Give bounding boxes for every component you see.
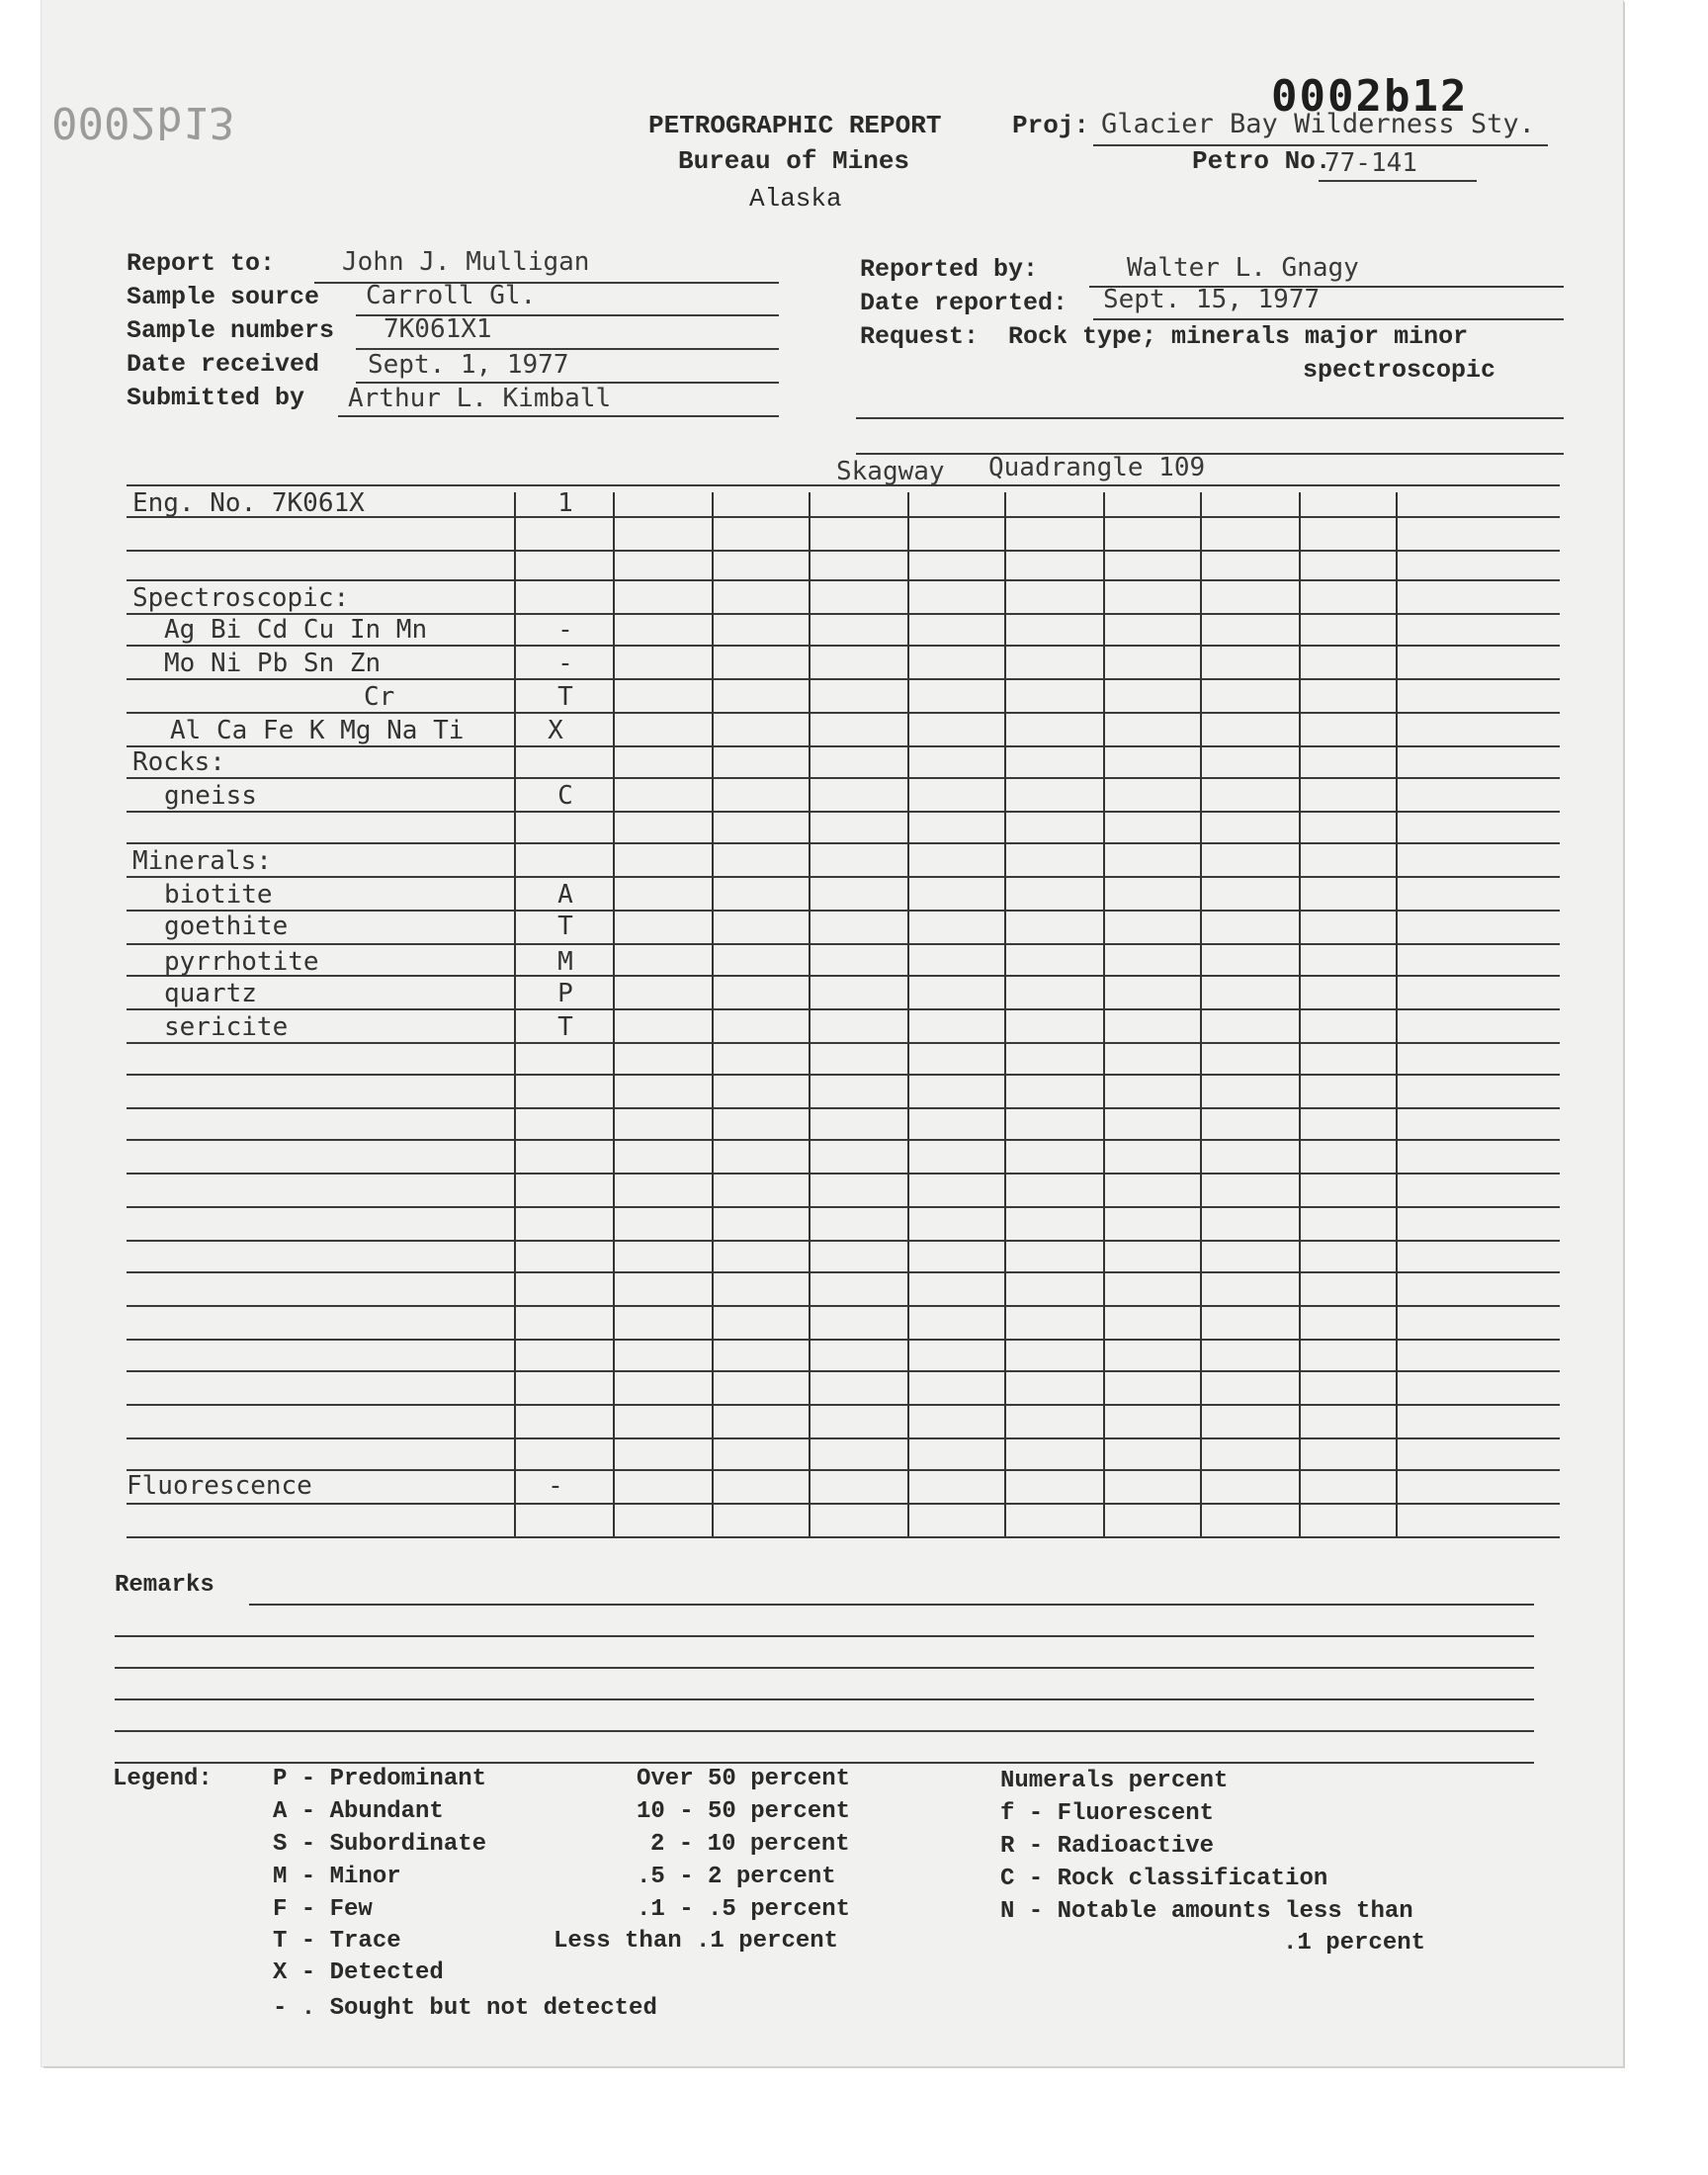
- row-value-quartz: P: [557, 979, 573, 1008]
- legend-range: .5 - 2 percent: [637, 1864, 836, 1890]
- legend-range: 10 - 50 percent: [637, 1798, 851, 1825]
- row-label-spectroscopic: Spectroscopic:: [132, 583, 350, 613]
- report-title: PETROGRAPHIC REPORT: [648, 111, 942, 140]
- legend-code: F - Few: [273, 1896, 373, 1923]
- report-to-value: John J. Mulligan: [342, 247, 590, 277]
- date-received-label: Date received: [127, 350, 320, 379]
- proj-label: Proj:: [1012, 111, 1090, 140]
- date-received-value: Sept. 1, 1977: [368, 350, 569, 380]
- row-value-spectro-group-2: -: [557, 649, 573, 678]
- legend-code: S - Subordinate: [273, 1831, 487, 1858]
- row-label-quartz: quartz: [164, 979, 257, 1008]
- date-reported-label: Date reported:: [860, 289, 1068, 317]
- eng-number-label: Eng. No. 7K061X: [132, 488, 365, 518]
- report-to-label: Report to:: [127, 249, 276, 278]
- legend-note: N - Notable amounts less than: [1000, 1898, 1413, 1925]
- row-value-pyrrhotite: M: [557, 947, 573, 977]
- legend-code: X - Detected: [273, 1959, 444, 1986]
- legend-note: .1 percent: [1283, 1930, 1426, 1957]
- document-number-stamp: 0002b12: [1271, 71, 1469, 122]
- sample-numbers-value: 7K061X1: [384, 314, 492, 344]
- date-reported-value: Sept. 15, 1977: [1103, 285, 1321, 314]
- date-reported-underline: [1093, 318, 1564, 320]
- agency-name: Bureau of Mines: [678, 146, 910, 176]
- eng-number-value: 1: [557, 488, 573, 518]
- row-value-fluorescence: -: [548, 1471, 563, 1501]
- request-underline-1: [856, 417, 1564, 419]
- row-value-spectro-group-3: X: [548, 716, 563, 745]
- petro-underline: [1319, 180, 1477, 182]
- submitted-by-value: Arthur L. Kimball: [348, 384, 612, 413]
- legend-range: 2 - 10 percent: [650, 1831, 850, 1858]
- row-label-fluorescence: Fluorescence: [127, 1471, 312, 1501]
- row-label-pyrrhotite: pyrrhotite: [164, 947, 319, 977]
- reported-by-label: Reported by:: [860, 255, 1039, 284]
- petro-label: Petro No.: [1192, 146, 1331, 176]
- row-value-gneiss: C: [557, 781, 573, 811]
- sample-source-label: Sample source: [127, 283, 320, 311]
- proj-value: Glacier Bay Wilderness Sty.: [1101, 109, 1535, 139]
- submitted-by-label: Submitted by: [127, 384, 305, 412]
- region-name: Alaska: [749, 184, 842, 214]
- row-label-sericite: sericite: [164, 1012, 289, 1042]
- sample-source-value: Carroll Gl.: [366, 281, 537, 310]
- document-number-ghost-stamp: 0002b13: [51, 97, 235, 147]
- row-label-spectro-group-3: Al Ca Fe K Mg Na Ti: [170, 716, 465, 745]
- row-value-biotite: A: [557, 880, 573, 910]
- petro-value: 77-141: [1324, 148, 1417, 178]
- legend-title: Legend:: [113, 1766, 213, 1792]
- report-page: [42, 0, 1623, 2066]
- row-label-spectro-group-2: Mo Ni Pb Sn Zn: [164, 649, 382, 678]
- row-label-rocks: Rocks:: [132, 747, 225, 777]
- row-label-cr: Cr: [364, 682, 395, 712]
- row-label-gneiss: gneiss: [164, 781, 257, 811]
- row-value-goethite: T: [557, 912, 573, 941]
- row-label-goethite: goethite: [164, 912, 289, 941]
- request-value-line1: Rock type; minerals major minor: [1008, 322, 1469, 351]
- row-value-sericite: T: [557, 1012, 573, 1042]
- row-label-spectro-group-1: Ag Bi Cd Cu In Mn: [164, 615, 428, 645]
- legend-code: T - Trace: [273, 1928, 401, 1955]
- sample-numbers-label: Sample numbers: [127, 316, 335, 345]
- legend-range: Less than .1 percent: [554, 1928, 839, 1955]
- legend-note: f - Fluorescent: [1000, 1800, 1215, 1827]
- row-label-minerals: Minerals:: [132, 846, 272, 876]
- legend-code: A - Abundant: [273, 1798, 444, 1825]
- legend-note: Numerals percent: [1000, 1768, 1229, 1794]
- legend-code: - . Sought but not detected: [273, 1995, 657, 2022]
- request-label: Request:: [860, 322, 980, 351]
- reported-by-value: Walter L. Gnagy: [1127, 253, 1359, 283]
- remarks-label: Remarks: [115, 1572, 214, 1599]
- quadrangle-label: Quadrangle 109: [988, 453, 1206, 482]
- row-value-spectro-group-1: -: [557, 615, 573, 645]
- legend-range: .1 - .5 percent: [637, 1896, 851, 1923]
- legend-note: R - Radioactive: [1000, 1833, 1215, 1860]
- submitted-by-underline: [338, 415, 779, 417]
- legend-note: C - Rock classification: [1000, 1866, 1328, 1892]
- quadrangle-place: Skagway: [836, 457, 945, 486]
- legend-code: P - Predominant: [273, 1766, 487, 1792]
- request-value-line2: spectroscopic: [1303, 356, 1496, 385]
- request-underline-2: [856, 453, 1564, 455]
- row-value-cr: T: [557, 682, 573, 712]
- legend-range: Over 50 percent: [637, 1766, 851, 1792]
- row-label-biotite: biotite: [164, 880, 273, 910]
- legend-code: M - Minor: [273, 1864, 401, 1890]
